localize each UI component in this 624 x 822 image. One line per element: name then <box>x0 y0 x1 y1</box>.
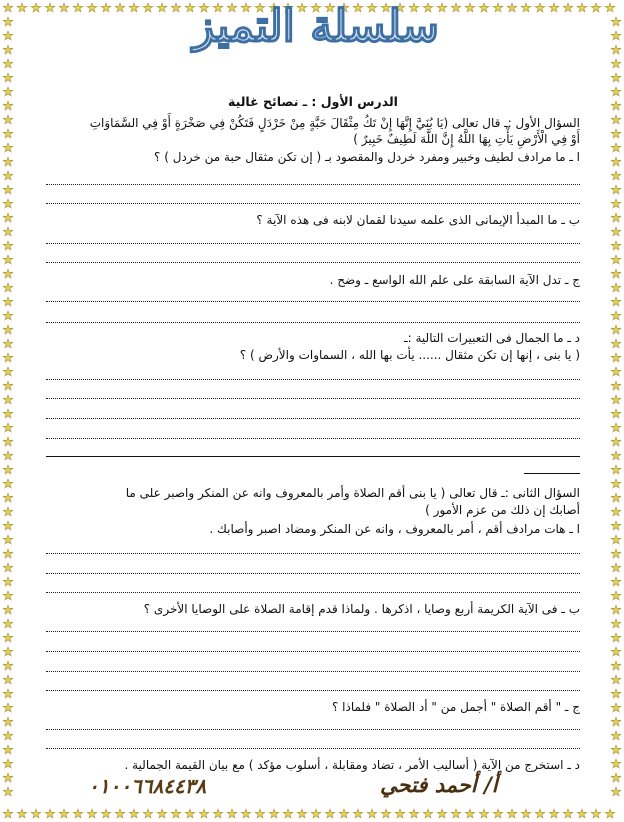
q1-part-c: ج ـ تدل الآية السابقة على علم الله الواسع ـ وضح . <box>329 273 580 287</box>
star-icon <box>611 535 620 544</box>
phone-number: ٠١٠٠٦٦٨٤٤٣٨ <box>88 774 207 798</box>
star-icon <box>611 493 620 502</box>
star-icon <box>3 297 12 306</box>
star-icon <box>17 3 26 12</box>
answer-line[interactable] <box>46 651 580 652</box>
answer-line[interactable] <box>46 379 580 380</box>
star-icon <box>611 325 620 334</box>
star-icon <box>3 759 12 768</box>
star-icon <box>3 563 12 572</box>
star-icon <box>3 591 12 600</box>
star-icon <box>611 647 620 656</box>
star-icon <box>611 633 620 642</box>
star-icon <box>3 171 12 180</box>
star-icon <box>611 311 620 320</box>
star-icon <box>611 381 620 390</box>
star-icon <box>3 353 12 362</box>
star-icon <box>3 535 12 544</box>
star-icon <box>3 703 12 712</box>
star-icon <box>611 759 620 768</box>
star-icon <box>31 3 40 12</box>
star-icon <box>3 381 12 390</box>
star-icon <box>611 787 620 796</box>
star-icon <box>611 73 620 82</box>
star-icon <box>611 675 620 684</box>
star-icon <box>611 619 620 628</box>
star-icon <box>3 773 12 782</box>
answer-line[interactable] <box>46 631 580 632</box>
star-icon <box>611 591 620 600</box>
star-icon <box>611 703 620 712</box>
star-icon <box>3 73 12 82</box>
star-icon <box>3 647 12 656</box>
star-icon <box>3 213 12 222</box>
q1-part-d-phrases: ( يا بنى ، إنها إن تكن مثقال ...... يأت بها الله ، السماوات والأرض ) ؟ <box>239 348 580 362</box>
star-icon <box>611 745 620 754</box>
star-icon <box>3 31 12 40</box>
star-icon <box>611 605 620 614</box>
star-icon <box>611 283 620 292</box>
star-icon <box>3 689 12 698</box>
answer-line[interactable] <box>46 243 580 244</box>
star-icon <box>611 465 620 474</box>
answer-line[interactable] <box>46 438 580 439</box>
star-icon <box>611 507 620 516</box>
star-icon <box>3 17 12 26</box>
star-icon <box>3 255 12 264</box>
star-icon <box>611 199 620 208</box>
star-icon <box>3 311 12 320</box>
star-icon <box>605 809 614 818</box>
star-icon <box>611 395 620 404</box>
answer-line[interactable] <box>46 184 580 185</box>
star-icon <box>3 809 12 818</box>
star-icon <box>611 689 620 698</box>
star-icon <box>611 143 620 152</box>
star-icon <box>3 675 12 684</box>
star-icon <box>3 87 12 96</box>
section-divider <box>46 456 580 457</box>
star-icon <box>611 367 620 376</box>
answer-line[interactable] <box>46 418 580 419</box>
q2-part-a: ا ـ هات مرادف أقم ، أمر بالمعروف ، وانه عن المنكر ومضاد اصبر وأصابك . <box>209 522 580 536</box>
series-title: سلسلة التميز <box>192 1 440 52</box>
star-icon <box>3 619 12 628</box>
q2-text-line2: أصابك إن ذلك من عزم الأمور ) <box>425 503 580 517</box>
star-icon <box>3 577 12 586</box>
star-icon <box>3 115 12 124</box>
star-icon <box>3 101 12 110</box>
lesson-title: الدرس الأول : ـ نصائح غالية <box>228 94 398 109</box>
star-icon <box>611 213 620 222</box>
star-icon <box>611 549 620 558</box>
star-icon <box>611 577 620 586</box>
star-icon <box>611 479 620 488</box>
star-icon <box>3 3 12 12</box>
answer-line[interactable] <box>46 729 580 730</box>
answer-line[interactable] <box>46 671 580 672</box>
star-icon <box>611 773 620 782</box>
star-icon <box>611 45 620 54</box>
star-icon <box>31 809 40 818</box>
answer-line[interactable] <box>46 322 580 323</box>
answer-line[interactable] <box>46 398 580 399</box>
star-icon <box>3 339 12 348</box>
star-icon <box>611 101 620 110</box>
star-icon <box>3 59 12 68</box>
star-icon <box>611 31 620 40</box>
star-icon <box>611 661 620 670</box>
q2-text-line1: السؤال الثانى :ـ قال تعالى ( يا بنى أقم الصلاة وأمر بالمعروف وانه عن المنكر واصبر على ما <box>125 486 580 500</box>
q1-part-a: ا ـ ما مرادف لطيف وخبير ومفرد خردل والمقصود بـ ( إن تكن مثقال حبة من خردل ) ؟ <box>154 150 580 164</box>
star-icon <box>611 129 620 138</box>
answer-line[interactable] <box>46 203 580 204</box>
star-icon <box>611 17 620 26</box>
star-icon <box>3 451 12 460</box>
star-icon <box>3 479 12 488</box>
answer-line[interactable] <box>46 301 580 302</box>
star-icon <box>3 367 12 376</box>
answer-line[interactable] <box>46 748 580 749</box>
star-icon <box>605 3 614 12</box>
worksheet-page <box>46 0 580 822</box>
star-icon <box>3 521 12 530</box>
star-icon <box>3 731 12 740</box>
star-icon <box>3 185 12 194</box>
star-icon <box>611 227 620 236</box>
star-icon <box>3 549 12 558</box>
star-icon <box>3 465 12 474</box>
star-icon <box>3 157 12 166</box>
star-icon <box>3 325 12 334</box>
star-icon <box>611 157 620 166</box>
star-icon <box>3 45 12 54</box>
star-icon <box>3 283 12 292</box>
star-icon <box>3 241 12 250</box>
star-icon <box>611 717 620 726</box>
star-icon <box>611 297 620 306</box>
star-icon <box>611 171 620 180</box>
star-icon <box>591 3 600 12</box>
answer-line[interactable] <box>46 690 580 691</box>
star-icon <box>591 809 600 818</box>
q1-part-d-intro: د ـ ما الجمال فى التعبيرات التالية :ـ <box>404 331 580 345</box>
star-icon <box>611 423 620 432</box>
star-icon <box>611 115 620 124</box>
q1-text-line2: أَوْ فِي الْأَرْضِ يَأْتِ بِهَا اللَّهُ إِنَّ اللَّهَ لَطِيفٌ خَبِيرٌ ) <box>353 132 580 146</box>
q2-part-b: ب ـ فى الآية الكريمة أربع وصايا ، اذكرها . ولماذا قدم إقامة الصلاة على الوصايا الأخرى ؟ <box>143 602 580 616</box>
star-icon <box>3 227 12 236</box>
star-icon <box>611 185 620 194</box>
star-icon <box>611 521 620 530</box>
star-icon <box>3 129 12 138</box>
answer-line[interactable] <box>46 262 580 263</box>
star-icon <box>3 493 12 502</box>
q2-part-d: د ـ استخرج من الآية ( أساليب الأمر ، تضاد ومقابلة ، أسلوب مؤكد ) مع بيان القيمة الجمالية . <box>124 758 580 772</box>
star-icon <box>3 143 12 152</box>
star-icon <box>3 395 12 404</box>
answer-line[interactable] <box>46 573 580 574</box>
short-divider <box>524 473 580 474</box>
q1-text-line1: السؤال الأول :ـ قال تعالى (يَا بُنَيَّ إِنَّهَا إِنْ تَكُ مِثْقَالَ حَبَّةٍ مِنْ خَرْدَلٍ فَتَكُنْ فِي صَخْرَةٍ أَوْ فِي السَّمَاوَاتِ <box>89 116 580 130</box>
star-icon <box>611 731 620 740</box>
author-signature: أ/ أحمد فتحي <box>380 772 498 797</box>
star-icon <box>3 661 12 670</box>
star-icon <box>611 87 620 96</box>
star-icon <box>611 451 620 460</box>
star-icon <box>611 339 620 348</box>
star-icon <box>3 269 12 278</box>
star-icon <box>611 353 620 362</box>
star-icon <box>611 241 620 250</box>
star-icon <box>3 437 12 446</box>
star-icon <box>611 269 620 278</box>
star-icon <box>3 423 12 432</box>
star-icon <box>3 787 12 796</box>
q2-part-c: ج ـ " أقم الصلاة " أجمل من " أد الصلاة " فلماذا ؟ <box>331 700 580 714</box>
star-icon <box>3 199 12 208</box>
star-icon <box>3 605 12 614</box>
answer-line[interactable] <box>46 553 580 554</box>
star-icon <box>611 437 620 446</box>
star-icon <box>611 59 620 68</box>
answer-line[interactable] <box>46 592 580 593</box>
star-icon <box>3 409 12 418</box>
q1-part-b: ب ـ ما المبدأ الإيمانى الذى علمه سيدنا لقمان لابنه فى هذه الآية ؟ <box>256 213 580 227</box>
star-icon <box>3 717 12 726</box>
star-icon <box>611 409 620 418</box>
star-icon <box>611 563 620 572</box>
star-icon <box>611 255 620 264</box>
star-icon <box>17 809 26 818</box>
star-icon <box>3 633 12 642</box>
star-icon <box>3 507 12 516</box>
star-icon <box>3 745 12 754</box>
